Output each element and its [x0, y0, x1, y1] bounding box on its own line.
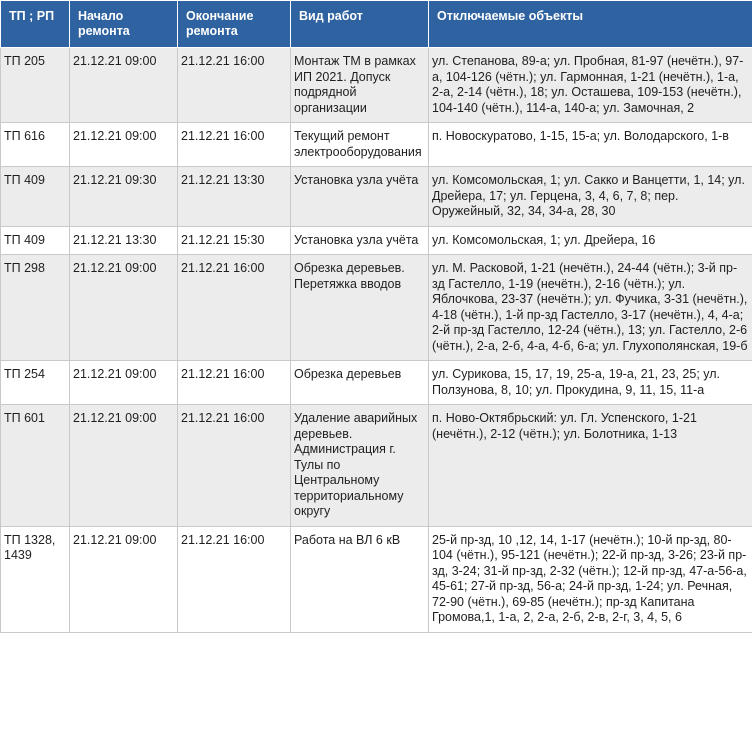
- cell-end: 21.12.21 16:00: [178, 361, 291, 405]
- cell-objects: ул. М. Расковой, 1-21 (нечётн.), 24-44 (чётн.); 3-й пр-зд Гастелло, 1-19 (нечётн.), 2-16 (чётн.); ул. Яблочкова, 23-37 (нечётн.); ул. Фучика, 3-31 (нечётн.), 4-18 (чётн.), 1-й пр-зд Гастелло, 3-17 (нечётн.), 4, 4-а; 2-й пр-зд Гастелло, 12-24 (чётн.), 13; ул. Гастелло, 2-6 (чётн.), 2-а, 2-б, 4-а, 4-б, 6-а; ул. Глухополянская, 19-б: [429, 255, 752, 361]
- cell-objects: ул. Степанова, 89-а; ул. Пробная, 81-97 (нечётн.), 97-а, 104-126 (чётн.); ул. Гармонная, 1-21 (нечётн.), 1-а, 2-а, 2-14 (чётн.), 18; ул. Осташева, 109-153 (нечётн.), 104-140 (чётн.), 114-а, 140-а; ул. Замочная, 2: [429, 48, 752, 123]
- header-end: Окончание ремонта: [178, 1, 291, 48]
- cell-tp: ТП 1328, 1439: [1, 526, 70, 632]
- table-header: [1, 1, 752, 48]
- header-start: Начало ремонта: [70, 1, 178, 48]
- table-row: [1, 526, 752, 632]
- cell-objects: ул. Сурикова, 15, 17, 19, 25-а, 19-а, 21, 23, 25; ул. Ползунова, 8, 10; ул. Прокудина, 9, 11, 15, 11-а: [429, 361, 752, 405]
- cell-end: 21.12.21 15:30: [178, 226, 291, 255]
- cell-end: 21.12.21 13:30: [178, 167, 291, 227]
- cell-start: 21.12.21 09:00: [70, 123, 178, 167]
- cell-tp: ТП 616: [1, 123, 70, 167]
- cell-start: 21.12.21 13:30: [70, 226, 178, 255]
- table-row: [1, 167, 752, 227]
- cell-work: Обрезка деревьев: [291, 361, 429, 405]
- cell-end: 21.12.21 16:00: [178, 526, 291, 632]
- cell-objects: п. Ново-Октябрьский: ул. Гл. Успенского, 1-21 (нечётн.), 2-12 (чётн.); ул. Болотника, 1-13: [429, 405, 752, 527]
- cell-work: Работа на ВЛ 6 кВ: [291, 526, 429, 632]
- cell-end: 21.12.21 16:00: [178, 123, 291, 167]
- header-objects: Отключаемые объекты: [429, 1, 752, 48]
- cell-tp: ТП 298: [1, 255, 70, 361]
- cell-objects: ул. Комсомольская, 1; ул. Сакко и Ванцетти, 1, 14; ул. Дрейера, 17; ул. Герцена, 3, 4, 6, 7, 8; пер. Оружейный, 32, 34, 34-а, 28, 30: [429, 167, 752, 227]
- cell-start: 21.12.21 09:00: [70, 48, 178, 123]
- table-row: [1, 123, 752, 167]
- header-work: Вид работ: [291, 1, 429, 48]
- header-row: [1, 1, 752, 48]
- cell-work: Монтаж ТМ в рамках ИП 2021. Допуск подрядной организации: [291, 48, 429, 123]
- table-body: [1, 48, 752, 633]
- cell-work: Удаление аварийных деревьев. Администрация г. Тулы по Центральному территориальному округу: [291, 405, 429, 527]
- cell-work: Текущий ремонт электрооборудования: [291, 123, 429, 167]
- cell-start: 21.12.21 09:00: [70, 405, 178, 527]
- cell-start: 21.12.21 09:30: [70, 167, 178, 227]
- cell-tp: ТП 205: [1, 48, 70, 123]
- cell-tp: ТП 409: [1, 167, 70, 227]
- cell-end: 21.12.21 16:00: [178, 255, 291, 361]
- cell-tp: ТП 601: [1, 405, 70, 527]
- table-row: [1, 48, 752, 123]
- cell-objects: ул. Комсомольская, 1; ул. Дрейера, 16: [429, 226, 752, 255]
- cell-start: 21.12.21 09:00: [70, 255, 178, 361]
- cell-end: 21.12.21 16:00: [178, 405, 291, 527]
- cell-objects: п. Новоскуратово, 1-15, 15-а; ул. Володарского, 1-в: [429, 123, 752, 167]
- table-row: [1, 361, 752, 405]
- cell-work: Установка узла учёта: [291, 226, 429, 255]
- cell-end: 21.12.21 16:00: [178, 48, 291, 123]
- cell-work: Обрезка деревьев. Перетяжка вводов: [291, 255, 429, 361]
- table-row: [1, 405, 752, 527]
- cell-start: 21.12.21 09:00: [70, 361, 178, 405]
- cell-objects: 25-й пр-зд, 10 ,12, 14, 1-17 (нечётн.); 10-й пр-зд, 80-104 (чётн.), 95-121 (нечётн.); 22-й пр-зд, 3-26; 23-й пр-зд, 3-24; 31-й пр-зд, 2-32 (чётн.); 12-й пр-зд, 47-а-56-а, 45-61; 27-й пр-зд, 56-а; 24-й пр-зд, 1-24; ул. Речная, 72-90 (чётн.), 69-85 (нечётн.); пр-зд Капитана Громова,1, 1-а, 2, 2-а, 2-б, 2-в, 2-г, 3, 4, 5, 6: [429, 526, 752, 632]
- cell-tp: ТП 409: [1, 226, 70, 255]
- cell-tp: ТП 254: [1, 361, 70, 405]
- cell-start: 21.12.21 09:00: [70, 526, 178, 632]
- header-tp: ТП ; РП: [1, 1, 70, 48]
- cell-work: Установка узла учёта: [291, 167, 429, 227]
- table-row: [1, 255, 752, 361]
- table-row: [1, 226, 752, 255]
